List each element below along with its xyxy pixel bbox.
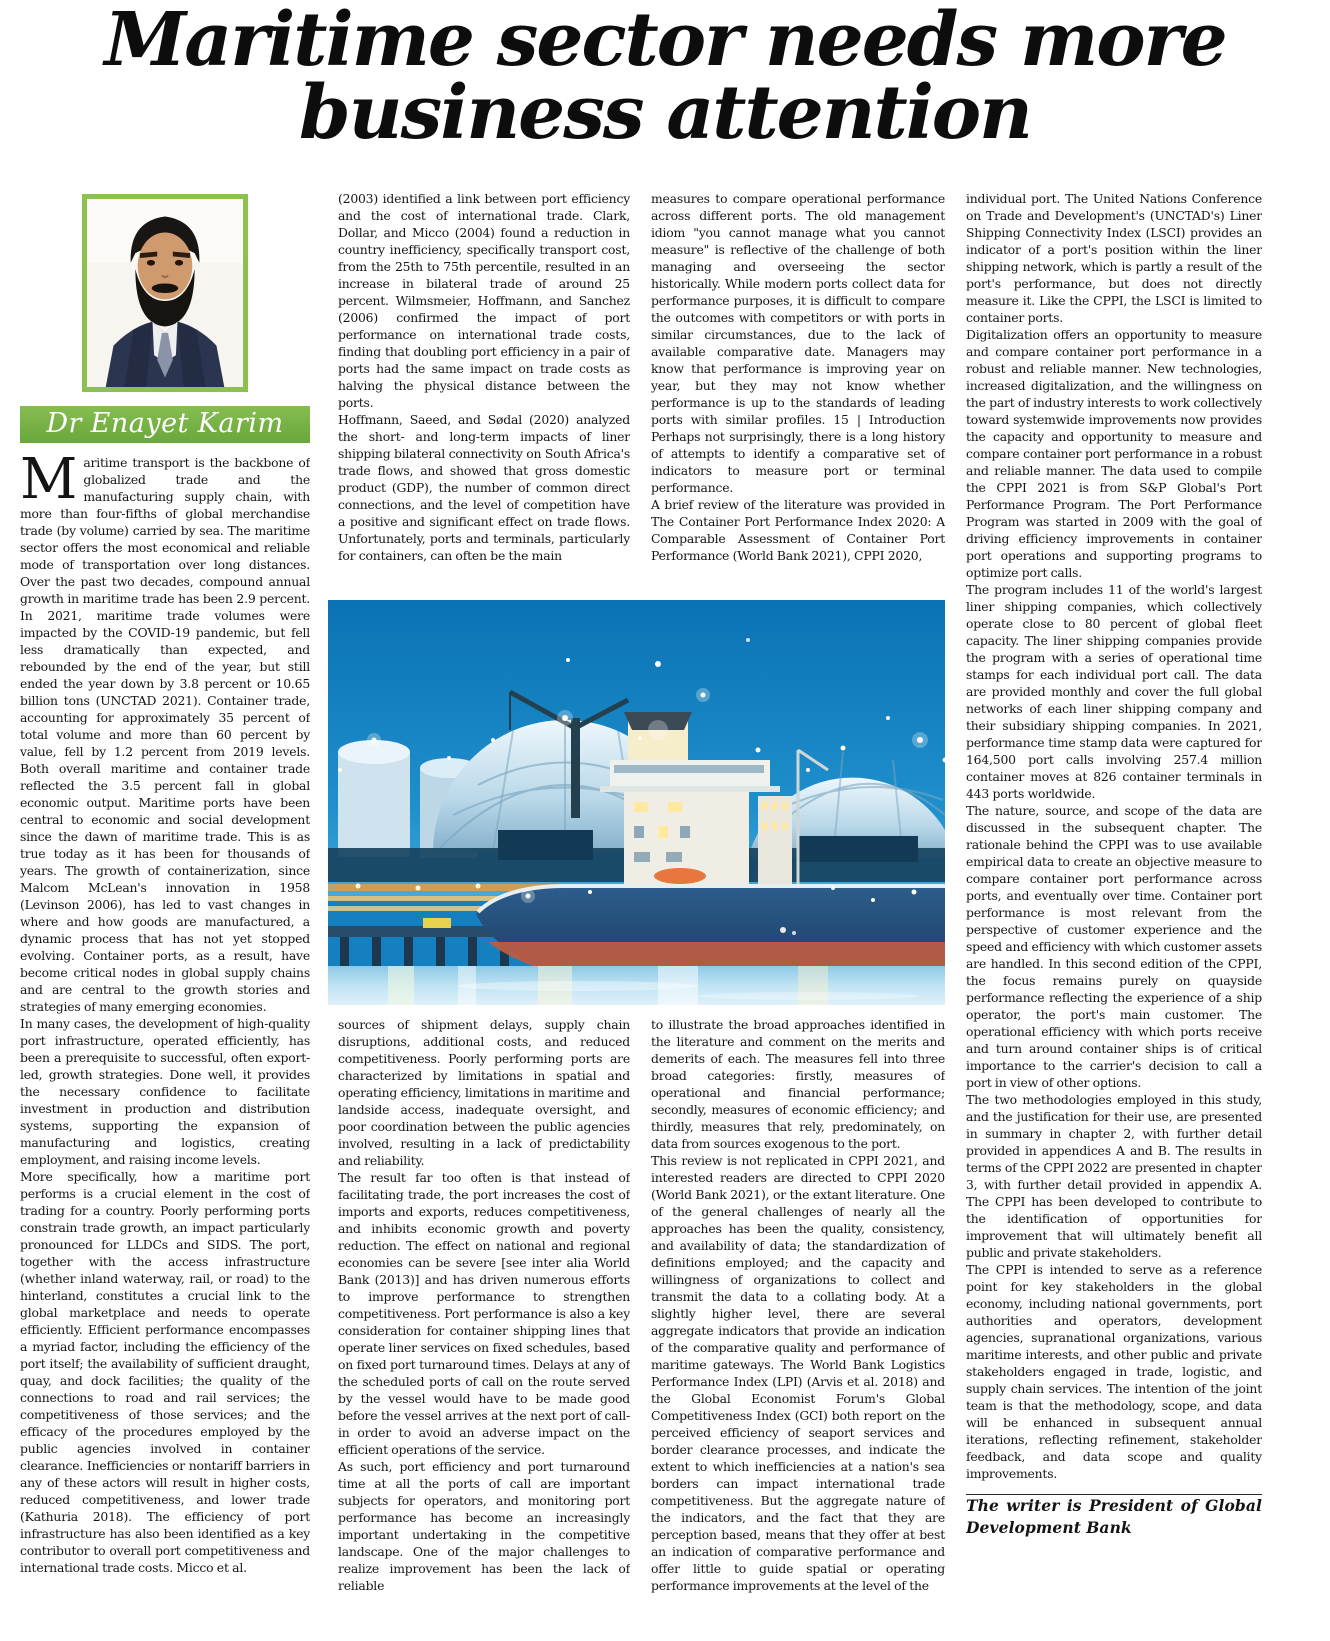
article-body-col1 [20, 447, 310, 1576]
paragraph: More specifically, how a maritime port performs is a crucial element in the cost of trading for a country. Poorly performing ports constrain trade growth, an impact particularly pronounced for LLDCs and SIDS. The port, together with the access infrastructure (whether inland waterway, rail, or road) to the hinterland, constitutes a crucial link to the global marketplace and needs to operate efficiently. Efficient performance encompasses a myriad factor, including the efficiency of the port itself; the availability of sufficient draught, quay, and dock facilities; the quality of the connections to road and rail services; the competitiveness of those services; and the efficacy of the procedures employed by the public agencies involved in container clearance. Inefficiencies or nontariff barriers in any of these actors will result in higher costs, reduced competitiveness, and lower trade (Kathuria 2018). The efficiency of port infrastructure has also been identified as a key contributor to overall port competitiveness and international trade costs. Micco et al. [20, 1169, 310, 1575]
author-photo-illustration [87, 199, 243, 387]
article-headline [0, 0, 1330, 157]
paragraph: As such, port efficiency and port turnaround time at all the ports of call are important subjects for operators, and monitoring port performance has become an increasingly important undertaking in the competitive landscape. One of the major challenges to realize improvement has been the lack of reliable [338, 1459, 630, 1593]
headline-line-1: Maritime sector needs more [104, 0, 1226, 83]
port-photo [328, 600, 945, 1005]
author-photo [82, 194, 248, 392]
paragraph: measures to compare operational performance across different ports. The old management idiom "you cannot manage what you cannot measure" is reflective of the challenge of both managing and overseeing the sector historically. While modern ports collect data for performance purposes, it is difficult to compare the outcomes with competitors or with ports in similar circumstances, due to the lack of available comparative date. Managers may know that performance is improving year on year, but they may not know whether performance is up to the standards of leading ports with similar profiles. 15 | Introduction Perhaps not surprisingly, there is a long history of attempts to identify a comparative set of indicators to measure port or terminal performance. [651, 191, 945, 495]
author-name: Dr Enayet Karim [46, 408, 284, 439]
column-2-top [338, 190, 630, 598]
column-2-bottom [338, 1016, 630, 1641]
paragraph: individual port. The United Nations Conference on Trade and Development's (UNCTAD's) Liner Shipping Connectivity Index (LSCI) provides an indicator of a port's position within the liner shipping network, which is partly a result of the port's performance, but does not directly measure it. Like the CPPI, the LSCI is limited to container ports. [966, 191, 1262, 325]
paragraph: A brief review of the literature was provided in The Container Port Performance Index 2020: A Comparable Assessment of Container Port Performance (World Bank 2021), CPPI 2020, [651, 497, 945, 563]
drop-cap: M [20, 447, 78, 512]
port-photo-illustration [328, 600, 945, 1005]
column-4 [966, 190, 1262, 1641]
paragraph: Hoffmann, Saeed, and Sødal (2020) analyzed the short- and long-term impacts of liner shipping bilateral connectivity on South Africa's trade flows, and showed that gross domestic product (GDP), the number of common direct connections, and the level of competition have a positive and significant effect on trade flows. Unfortunately, ports and terminals, particularly for containers, can often be the main [338, 412, 630, 563]
paragraph: The result far too often is that instead of facilitating trade, the port increases the cost of imports and exports, reduces competitiveness, and inhibits economic growth and poverty reduction. The effect on national and regional economies can be severe [see inter alia World Bank (2013)] and has driven numerous efforts to improve performance to strengthen competitiveness. Port performance is also a key consideration for container shipping lines that operate liner services on fixed schedules, based on fixed port turnaround times. Delays at any of the scheduled ports of call on the route served by the vessel would have to be made good before the vessel arrives at the next port of call-in order to avoid an adverse impact on the efficient operations of the service. [338, 1170, 630, 1457]
paragraph: This review is not replicated in CPPI 2021, and interested readers are directed to CPPI 2020 (World Bank 2021), or the extant literature. One of the general challenges of nearly all the approaches has been the quality, consistency, and availability of data; the standardization of definitions employed; and the capacity and willingness of organizations to collect and transmit the data to a collating body. At a slightly higher level, there are several aggregate indicators that provide an indication of the comparative quality and performance of maritime gateways. The World Bank Logistics Performance Index (LPI) (Arvis et al. 2018) and the Global Economist Forum's Global Competitiveness Index (GCI) both report on the perceived efficiency of seaport services and border clearance processes, and indicate the extent to which inefficiencies at a nation's sea borders can impact international trade competitiveness. But the aggregate nature of the indicators, and the fact that they are perception based, means that they offer at best an indication of comparative performance and offer little to guide spatial or operating performance improvements at the level of the [651, 1153, 945, 1593]
paragraph: The CPPI is intended to serve as a reference point for key stakeholders in the global economy, including national governments, port authorities and operators, development agencies, supranational organizations, various maritime interests, and other public and private stakeholders engaged in trade, logistic, and supply chain services. The intention of the joint team is that the methodology, scope, and data will be enhanced in subsequent annual iterations, reflecting refinement, stakeholder feedback, and data scope and quality improvements. [966, 1262, 1262, 1481]
author-name-banner [20, 406, 310, 443]
paragraph: sources of shipment delays, supply chain disruptions, additional costs, and reduced competitiveness. Poorly performing ports are characterized by limitations in spatial and operating efficiency, limitations in maritime and landside access, inadequate oversight, and poor coordination between the public agencies involved, resulting in a lack of predictability and reliability. [338, 1017, 630, 1168]
headline-line-2: business attention [299, 70, 1031, 157]
writer-credit: The writer is President of Global Development Bank [966, 1496, 1262, 1538]
column-1 [20, 186, 310, 1641]
paragraph: (2003) identified a link between port efficiency and the cost of international trade. Clark, Dollar, and Micco (2004) found a reduction in country inefficiency, specifically transport cost, from the 25th to 75th percentile, resulted in an increase in bilateral trade of around 25 percent. Wilmsmeier, Hoffmann, and Sanchez (2006) confirmed the impact of port performance on international trade costs, finding that doubling port efficiency in a pair of ports had the same impact on trade costs as halving the physical distance between the ports. [338, 191, 630, 410]
column-3-top [651, 190, 945, 598]
paragraph: Maritime transport is the backbone of globalized trade and the manufacturing supply chain, with more than four-fifths of global merchandise trade (by volume) carried by sea. The maritime sector offers the most economical and reliable mode of transportation over long distances. Over the past two decades, compound annual growth in maritime trade has been 2.9 percent. In 2021, maritime trade volumes were impacted by the COVID-19 pandemic, but fell less dramatically than expected, and rebounded by the end of the year, but still ended the year down by 3.8 percent or 10.65 billion tons (UNCTAD 2021). Container trade, accounting for approximately 35 percent of total volume and more than 60 percent by value, fell by 1.2 percent from 2019 levels. Both overall maritime and container trade reflected the 3.5 percent fall in global economic output. Maritime ports have been central to economic and social development since the dawn of maritime trade. This is as true today as it has been for thousands of years. The growth of containerization, since Malcom McLean's innovation in 1958 (Levinson 2006), has led to vast changes in where and how goods are manufactured, a dynamic process that has not yet stopped evolving. Container ports, as a result, have become critical nodes in global supply chains and are central to the growth stories and strategies of many emerging economies. [20, 447, 310, 1014]
paragraph: In many cases, the development of high-quality port infrastructure, operated efficiently, has been a prerequisite to successful, often export-led, growth strategies. Done well, it provides the necessary confidence to facilitate investment in production and distribution systems, supporting the expansion of manufacturing and logistics, creating employment, and raising income levels. [20, 1016, 310, 1167]
paragraph: The program includes 11 of the world's largest liner shipping companies, which collectively operate close to 80 percent of global fleet capacity. The liner shipping companies provide the program with a series of operational time stamps for each individual port call. The data are provided monthly and cover the full global networks of each liner shipping company and their subsidiary shipping companies. In 2021, performance time stamp data were captured for 164,500 port calls involving 257.4 million container moves at 826 container terminals in 443 ports worldwide. [966, 582, 1262, 801]
column-3-bottom [651, 1016, 945, 1641]
paragraph: The two methodologies employed in this study, and the justification for their use, are presented in summary in chapter 2, with further detail provided in appendices A and B. The results in terms of the CPPI 2022 are presented in chapter 3, with further detail provided in appendix A. The CPPI has been developed to contribute to the identification of opportunities for improvement that will ultimately benefit all public and private stakeholders. [966, 1092, 1262, 1260]
paragraph: to illustrate the broad approaches identified in the literature and comment on the merits and demerits of each. The measures fell into three broad categories: firstly, measures of operational and financial performance; secondly, measures of economic efficiency; and thirdly, measures that rely, predominately, on data from sources exogenous to the port. [651, 1017, 945, 1151]
paragraph: The nature, source, and scope of the data are discussed in the subsequent chapter. The rationale behind the CPPI was to use available empirical data to create an objective measure to compare container port performance across ports, and eventually over time. Container port performance is most relevant from the perspective of customer experience and the speed and efficiency with which customer assets are handled. In this second edition of the CPPI, the focus remains purely on quayside performance reflecting the experience of a ship operator, the port's main customer. The operational efficiency with which ports receive and turn around container ships is of critical importance to the carrier's decision to call a port in view of other options. [966, 803, 1262, 1090]
paragraph: Digitalization offers an opportunity to measure and compare container port performance in a robust and reliable manner. New technologies, increased digitalization, and the willingness on the part of industry interests to work collectively toward systemwide improvements now provides the capacity and opportunity to measure and compare container port performance in a robust and reliable manner. The data used to compile the CPPI 2021 is from S&P Global's Port Performance Program. The Port Performance Program was started in 2009 with the goal of driving efficiency improvements in container port operations and supporting programs to optimize port calls. [966, 327, 1262, 580]
